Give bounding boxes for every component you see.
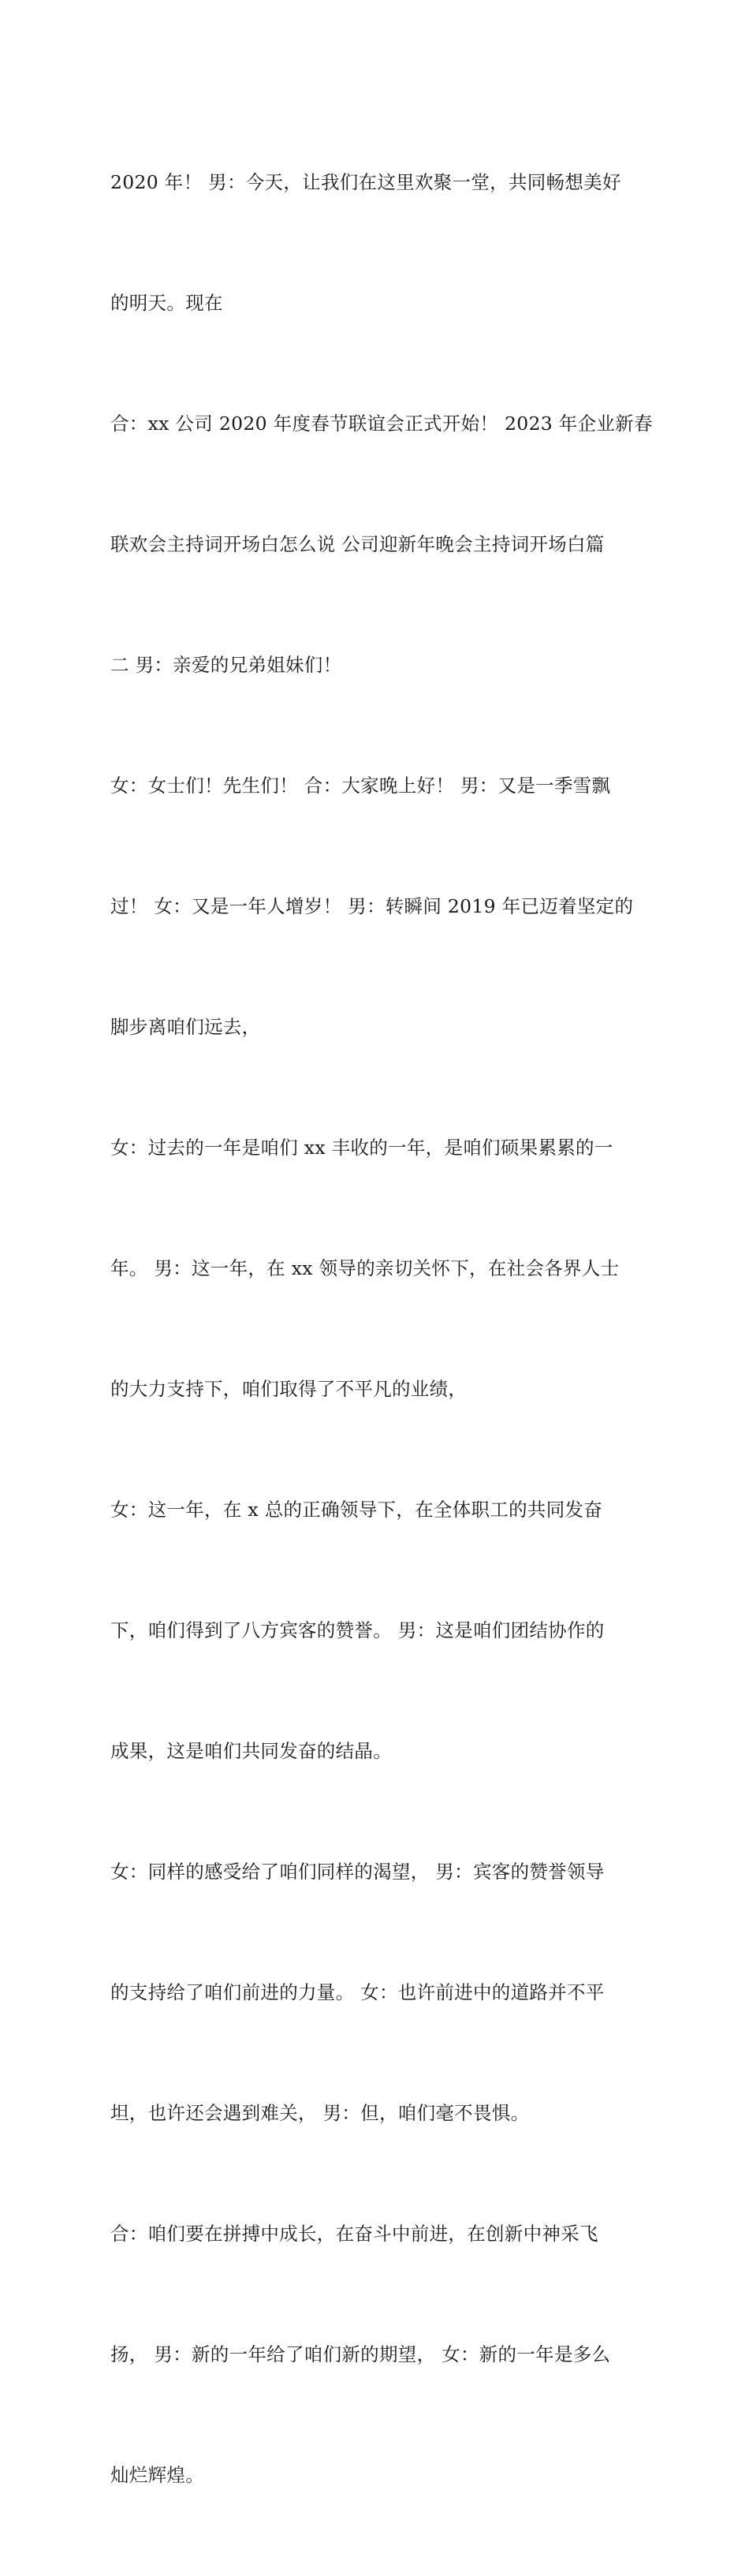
text-line: 扬， 男：新的一年给了咱们新的期望， 女：新的一年是多么 xyxy=(110,2343,611,2365)
text-line: 合：xx 公司 2020 年度春节联谊会正式开始！ 2023 年企业新春 xyxy=(110,413,653,435)
text-line: 女：女士们！先生们！ 合：大家晚上好！ 男：又是一季雪飘 xyxy=(110,775,611,797)
text-line: 联欢会主持词开场白怎么说 公司迎新年晚会主持词开场白篇 xyxy=(110,533,605,555)
text-line: 二 男：亲爱的兄弟姐妹们！ xyxy=(110,654,342,676)
document-body xyxy=(110,82,653,2576)
text-line: 的支持给了咱们前进的力量。 女：也许前进中的道路并不平 xyxy=(110,1981,605,2003)
text-line: 的明天。现在 xyxy=(110,292,223,314)
text-line: 合：咱们要在拼搏中成长，在奋斗中前进，在创新中神采飞 xyxy=(110,2223,598,2245)
text-line: 女：这一年，在 x 总的正确领导下，在全体职工的共同发奋 xyxy=(110,1499,603,1521)
text-line: 灿烂辉煌。 xyxy=(110,2464,204,2486)
document-page xyxy=(110,82,653,2576)
text-line: 女：同样的感受给了咱们同样的渴望， 男：宾客的赞誉领导 xyxy=(110,1861,605,1883)
text-line: 女：过去的一年是咱们 xx 丰收的一年，是咱们硕果累累的一 xyxy=(110,1137,613,1159)
text-line: 年。 男：这一年，在 xx 领导的亲切关怀下，在社会各界人士 xyxy=(110,1257,620,1279)
text-line: 坦，也许还会遇到难关， 男：但，咱们毫不畏惧。 xyxy=(110,2102,530,2124)
text-line: 脚步离咱们远去， xyxy=(110,1016,261,1038)
text-line: 过！ 女：又是一年人增岁！ 男：转瞬间 2019 年已迈着坚定的 xyxy=(110,895,634,917)
text-line: 下，咱们得到了八方宾客的赞誉。 男：这是咱们团结协作的 xyxy=(110,1619,605,1641)
text-line: 2020 年！ 男：今天，让我们在这里欢聚一堂，共同畅想美好 xyxy=(110,171,621,193)
text-line: 的大力支持下，咱们取得了不平凡的业绩， xyxy=(110,1378,468,1400)
text-line: 成果，这是咱们共同发奋的结晶。 xyxy=(110,1740,392,1762)
